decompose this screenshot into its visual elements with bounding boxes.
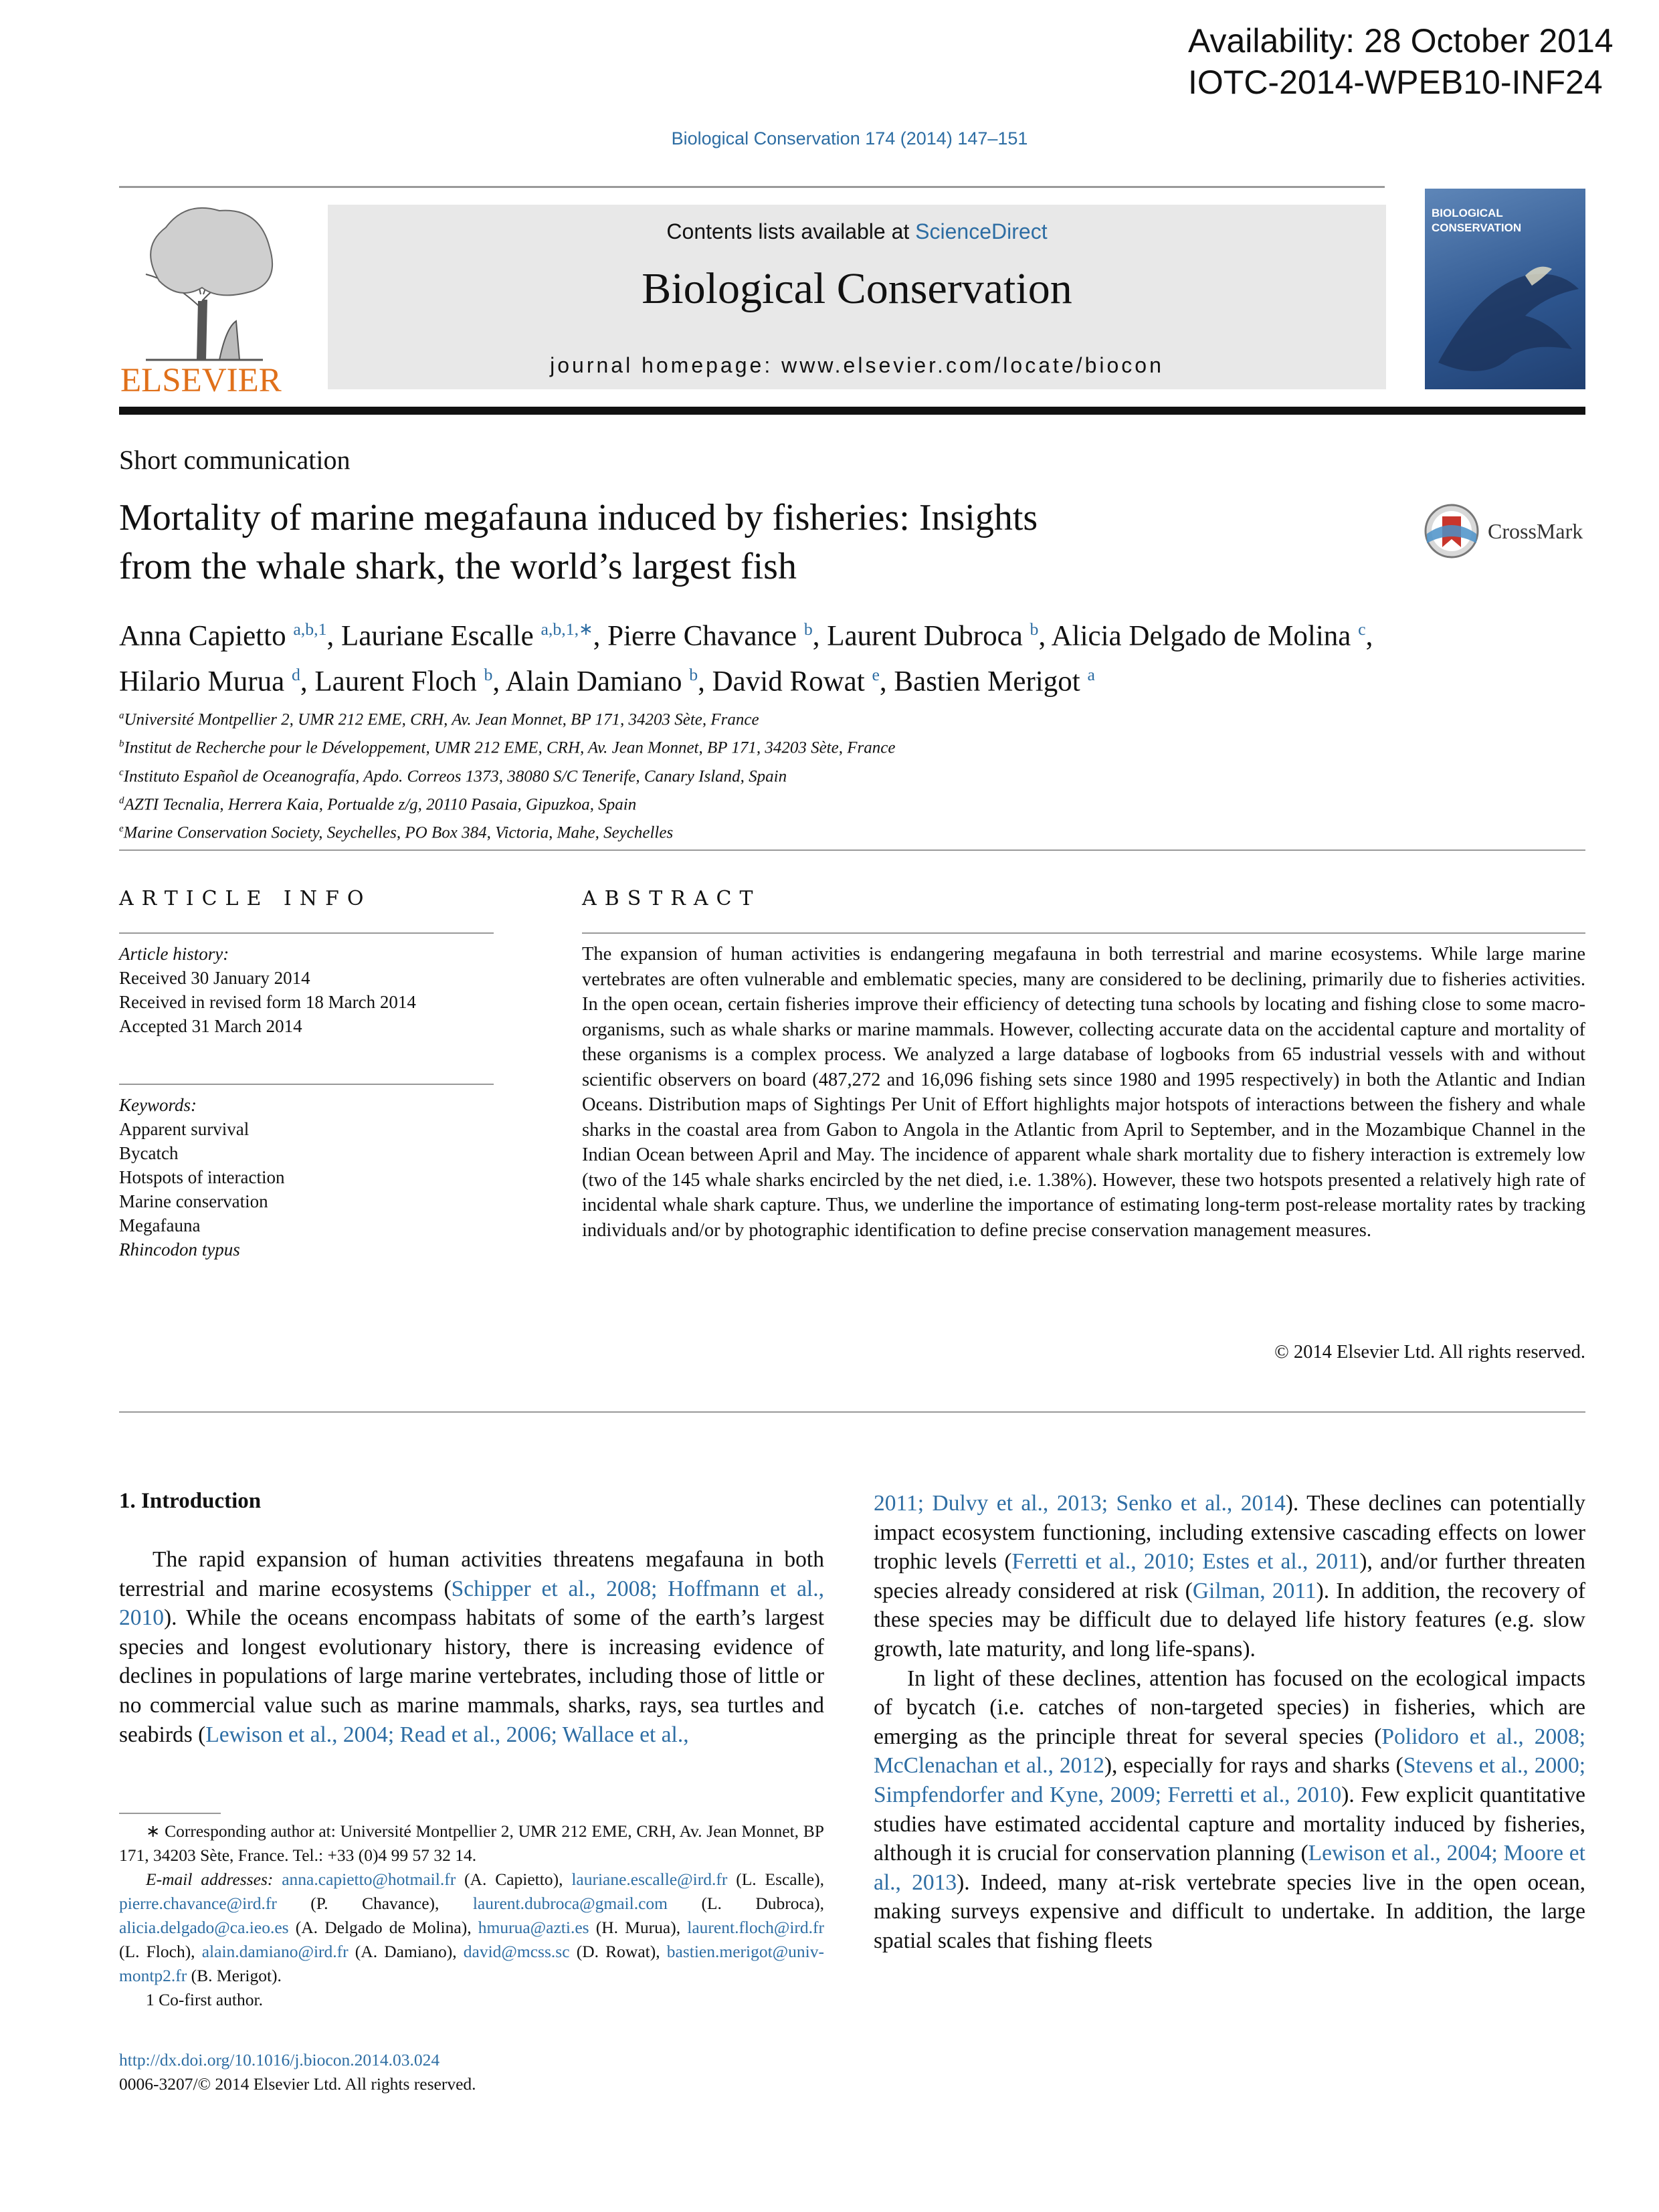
keyword-item: Hotspots of interaction	[119, 1167, 285, 1187]
email-label: E-mail addresses:	[146, 1870, 282, 1889]
author-name[interactable]: Alain Damiano	[505, 666, 682, 698]
email-owner: (L. Floch),	[119, 1942, 202, 1961]
article-type: Short communication	[119, 445, 351, 475]
author-affiliation-marker[interactable]: e	[872, 665, 880, 685]
affiliation	[119, 789, 1591, 817]
author-name[interactable]: Alicia Delgado de Molina	[1051, 620, 1351, 652]
intro-paragraph-1	[119, 1545, 824, 1749]
author-name[interactable]: Pierre Chavance	[607, 620, 797, 652]
header-thick-rule	[119, 407, 1585, 415]
affiliation-key: e	[119, 823, 124, 835]
email-link[interactable]: pierre.chavance@ird.fr	[119, 1894, 277, 1913]
email-link[interactable]: david@mcss.sc	[463, 1942, 570, 1961]
citation-link[interactable]: Stevens et al., 2000; Simpfendorfer and Kyne, 2009; Ferretti et al., 2010	[874, 1753, 1586, 1807]
author-name[interactable]: Lauriane Escalle	[341, 620, 534, 652]
author-affiliation-marker[interactable]: d	[291, 665, 300, 685]
email-owner: (A. Damiano),	[348, 1942, 464, 1961]
intro-paragraph-1-continued	[874, 1489, 1585, 1664]
citation-link[interactable]: 2011; Dulvy et al., 2013; Senko et al., 2014	[874, 1491, 1286, 1516]
crossmark-button[interactable]	[1424, 503, 1591, 559]
affiliation-key: a	[119, 710, 124, 721]
author-affiliation-marker[interactable]: a	[1087, 665, 1095, 685]
cover-title-line-2: CONSERVATION	[1432, 221, 1522, 234]
elsevier-tree-icon	[119, 201, 289, 395]
author-name[interactable]: Anna Capietto	[119, 620, 286, 652]
doi-block	[119, 2048, 476, 2096]
keywords-label: Keywords:	[119, 1095, 197, 1115]
abstract-heading: ABSTRACT	[582, 887, 761, 910]
email-owner: (B. Merigot).	[187, 1966, 282, 1985]
section-divider	[119, 1411, 1585, 1413]
crossmark-icon	[1424, 503, 1480, 559]
citation-link[interactable]: Ferretti et al., 2010; Estes et al., 2011	[1011, 1549, 1360, 1575]
crossmark-label: CrossMark	[1488, 519, 1583, 543]
revised-date: Received in revised form 18 March 2014	[119, 992, 416, 1012]
paragraph-text: ). In addition, the recovery of these species may be difficult due to delayed life history features (e.g. slow growth, late maturity, and long life-spans).	[874, 1578, 1585, 1662]
section-divider	[119, 849, 1585, 851]
author-affiliation-marker[interactable]: b	[803, 619, 813, 639]
citation-link[interactable]: Lewison et al., 2004; Moore et al., 2013	[874, 1841, 1585, 1895]
affiliation	[119, 704, 1591, 732]
citation-link[interactable]: Lewison et al., 2004; Read et al., 2006; Wallace et al.,	[205, 1722, 689, 1747]
article-history	[119, 942, 494, 1038]
corresponding-author-note: ∗ Corresponding author at: Université Montpellier 2, UMR 212 EME, CRH, Av. Jean Monnet, BP 171, 34203 Sète, France. Tel.: +33 (0)4 99 57 32 14.	[119, 1821, 824, 1865]
citation-link[interactable]: Gilman, 2011	[1192, 1578, 1316, 1603]
author-name[interactable]: Laurent Dubroca	[827, 620, 1023, 652]
article-title	[119, 494, 1390, 591]
keyword-item: Bycatch	[119, 1143, 179, 1163]
keyword-item: Marine conservation	[119, 1191, 268, 1211]
title-line-2: from the whale shark, the world’s largest fish	[119, 546, 797, 587]
affiliation-text: Marine Conservation Society, Seychelles, PO Box 384, Victoria, Mahe, Seychelles	[123, 823, 674, 842]
history-label: Article history:	[119, 944, 229, 964]
keyword-item: Apparent survival	[119, 1119, 250, 1139]
abstract-divider	[582, 932, 1585, 934]
affiliation-key: d	[119, 795, 124, 806]
paragraph-text: In light of these declines, attention has focused on the ecological impacts of bycatch (i.e. catches of non-targeted species) in fisheries, which are emerging as the principle threat for several species (	[874, 1666, 1585, 1749]
paragraph-text: ), especially for rays and sharks (	[1104, 1753, 1403, 1779]
affiliation-text: Institut de Recherche pour le Développement, UMR 212 EME, CRH, Av. Jean Monnet, BP 171, 34203 Sète, France	[124, 738, 896, 757]
sciencedirect-link[interactable]: ScienceDirect	[915, 219, 1048, 243]
author-affiliation-marker[interactable]: c	[1358, 619, 1366, 639]
paragraph-text: ). Few explicit quantitative studies have estimated accidental capture and mortality induced by fisheries, although it is crucial for conservation planning (	[874, 1782, 1585, 1866]
journal-cover-image	[1425, 189, 1585, 389]
footnote-divider	[119, 1813, 221, 1814]
author-name[interactable]: David Rowat	[712, 666, 865, 698]
keywords-divider	[119, 1084, 494, 1085]
email-link[interactable]: laurent.floch@ird.fr	[687, 1918, 825, 1937]
author-affiliation-marker[interactable]: a,b,1	[293, 619, 327, 639]
article-info-heading: ARTICLE INFO	[119, 887, 372, 910]
email-owner: (H. Murua),	[589, 1918, 688, 1937]
keyword-item: Rhincodon typus	[119, 1239, 240, 1260]
availability-date: Availability: 28 October 2014	[1188, 22, 1614, 60]
issn-copyright: 0006-3207/© 2014 Elsevier Ltd. All rights reserved.	[119, 2074, 476, 2094]
doi-link[interactable]: http://dx.doi.org/10.1016/j.biocon.2014.03.024	[119, 2050, 440, 2070]
email-owner: (L. Escalle),	[727, 1870, 824, 1889]
accepted-date: Accepted 31 March 2014	[119, 1016, 302, 1036]
contents-line	[328, 219, 1386, 244]
affiliation-key: b	[119, 738, 124, 750]
paragraph-text: ). While the oceans encompass habitats of some of the earth’s largest species and longest evolutionary history, there is increasing evidence of declines in populations of large marine vertebrates, including those of little or no commercial value such as marine mammals, sharks, rays, sea turtles and seabirds (	[119, 1605, 824, 1747]
contents-prefix: Contents lists available at	[666, 219, 916, 243]
email-owner: (D. Rowat),	[569, 1942, 667, 1961]
journal-header-box	[328, 205, 1386, 389]
elsevier-logo	[119, 201, 289, 395]
cofirst-author-note: 1 Co-first author.	[146, 1990, 263, 2009]
abstract-text: The expansion of human activities is endangering megafauna in both terrestrial and marine ecosystems. While large marine vertebrates are often vulnerable and emblematic species, many are considered to be declining, primarily due to fisheries activities. In the open ocean, certain fisheries improve their efficiency of detecting tuna schools by locating and fishing close to some macro-organisms, such as whale sharks or marine mammals. However, collecting accurate data on the accidental capture and mortality of these organisms is a complex process. We analyzed a large database of logbooks from 65 industrial vessels with and without scientific observers on board (487,272 and 16,096 fishing sets since 1980 and 1995 respectively) in both the Atlantic and Indian Oceans. Distribution maps of Sightings Per Unit of Effort highlights major hotspots of interactions between the fishery and whale sharks in the coastal area from Gabon to Angola in the Atlantic from April to September, and in the Mozambique Channel in the Indian Ocean between April and May. The incidence of apparent whale shark mortality due to fishery interaction is extremely low (two of the 145 whale sharks encircled by the net died, i.e. 1.38%). However, these two hotspots presented a relatively high rate of incidental whale shark capture. Thus, we underline the importance of estimating long-term post-release mortality rates by tracking individuals and/or by photographic identification to define precise conservation management measures.	[582, 944, 1585, 1241]
author-name[interactable]: Hilario Murua	[119, 666, 285, 698]
email-link[interactable]: laurent.dubroca@gmail.com	[472, 1894, 668, 1913]
email-link[interactable]: anna.capietto@hotmail.fr	[282, 1870, 456, 1889]
affiliation	[119, 732, 1591, 760]
header-divider	[119, 186, 1385, 188]
article-info-divider	[119, 932, 494, 934]
citation-link[interactable]: Polidoro et al., 2008; McClenachan et al., 2012	[874, 1724, 1585, 1779]
author-affiliation-marker[interactable]: a,b,1,∗	[541, 619, 593, 639]
document-code: IOTC-2014-WPEB10-INF24	[1188, 64, 1603, 101]
affiliation-text: Université Montpellier 2, UMR 212 EME, CRH, Av. Jean Monnet, BP 171, 34203 Sète, France	[124, 710, 759, 729]
email-owner: (A. Capietto),	[456, 1870, 572, 1889]
paragraph-text: The rapid expansion of human activities threatens megafauna in both terrestrial and marine ecosystems (	[119, 1547, 824, 1601]
author-name[interactable]: Laurent Floch	[314, 666, 477, 698]
intro-paragraph-2	[874, 1664, 1585, 1956]
abstract-copyright: © 2014 Elsevier Ltd. All rights reserved.	[1274, 1342, 1585, 1363]
email-link[interactable]: bastien.merigot@univ-montp2.fr	[119, 1942, 824, 1985]
email-owner: (P. Chavance),	[276, 1894, 473, 1913]
author-affiliation-marker[interactable]: b	[1030, 619, 1039, 639]
affiliation-key: c	[119, 767, 124, 778]
author-affiliation-marker[interactable]: b	[689, 665, 698, 685]
paragraph-text: ). Indeed, many at-risk vertebrate species live in the open ocean, making surveys expensive and difficult to undertake. In addition, the large spatial scales that fishing fleets	[874, 1870, 1585, 1953]
footnotes	[119, 1819, 824, 2012]
affiliation-list	[119, 704, 1591, 845]
author-name[interactable]: Bastien Merigot	[894, 666, 1080, 698]
journal-homepage-link[interactable]: journal homepage: www.elsevier.com/locate/biocon	[550, 353, 1164, 377]
eagle-icon	[1425, 249, 1585, 389]
title-line-1: Mortality of marine megafauna induced by fisheries: Insights	[119, 497, 1038, 538]
email-link[interactable]: alain.damiano@ird.fr	[201, 1942, 349, 1961]
citation-link[interactable]: Schipper et al., 2008; Hoffmann et al., 2010	[119, 1576, 824, 1631]
received-date: Received 30 January 2014	[119, 968, 310, 988]
email-owner: (L. Dubroca),	[667, 1894, 824, 1913]
section-heading-introduction: 1. Introduction	[119, 1489, 262, 1513]
keywords	[119, 1093, 494, 1262]
paragraph-text: ). These declines can potentially impact ecosystem functioning, including extensive cascading effects on lower trophic levels (	[874, 1491, 1585, 1575]
affiliation	[119, 817, 1591, 845]
journal-name: Biological Conservation	[642, 264, 1072, 313]
email-owner: (A. Delgado de Molina),	[288, 1918, 478, 1937]
email-addresses	[119, 1868, 824, 1988]
journal-citation-link[interactable]: Biological Conservation 174 (2014) 147–151	[671, 128, 1028, 148]
cover-title-line-1: BIOLOGICAL	[1432, 207, 1503, 219]
affiliation	[119, 761, 1591, 789]
keyword-item: Megafauna	[119, 1215, 201, 1235]
svg-text:ELSEVIER: ELSEVIER	[120, 362, 282, 395]
affiliation-text: AZTI Tecnalia, Herrera Kaia, Portualde z/g, 20110 Pasaia, Gipuzkoa, Spain	[124, 795, 637, 814]
email-link[interactable]: alicia.delgado@ca.ieo.es	[119, 1918, 289, 1937]
email-link[interactable]: lauriane.escalle@ird.fr	[571, 1870, 728, 1889]
author-list: Anna Capietto $^{a,b,1}$, Lauriane Escalle $^{a,b,1,∗}$, Pierre Chavance $^b$, Laurent Dubroca $^b$, Alicia Delgado de Molina $^c$, Hilario Murua $^d$, Laurent Floch $^b$, Alain Damiano $^b$, David Rowat $^e$, Bastien Merigot $^a$	[119, 619, 1373, 698]
intro-column-2	[874, 1489, 1585, 1956]
availability-stamp	[1188, 20, 1614, 103]
paragraph-text: ), and/or further threaten species already considered at risk (	[874, 1549, 1585, 1603]
email-link[interactable]: hmurua@azti.es	[478, 1918, 589, 1937]
affiliation-text: Instituto Español de Oceanografía, Apdo. Correos 1373, 38080 S/C Tenerife, Canary Island, Spain	[123, 767, 787, 785]
cover-title	[1432, 206, 1579, 235]
author-affiliation-marker[interactable]: b	[484, 665, 493, 685]
